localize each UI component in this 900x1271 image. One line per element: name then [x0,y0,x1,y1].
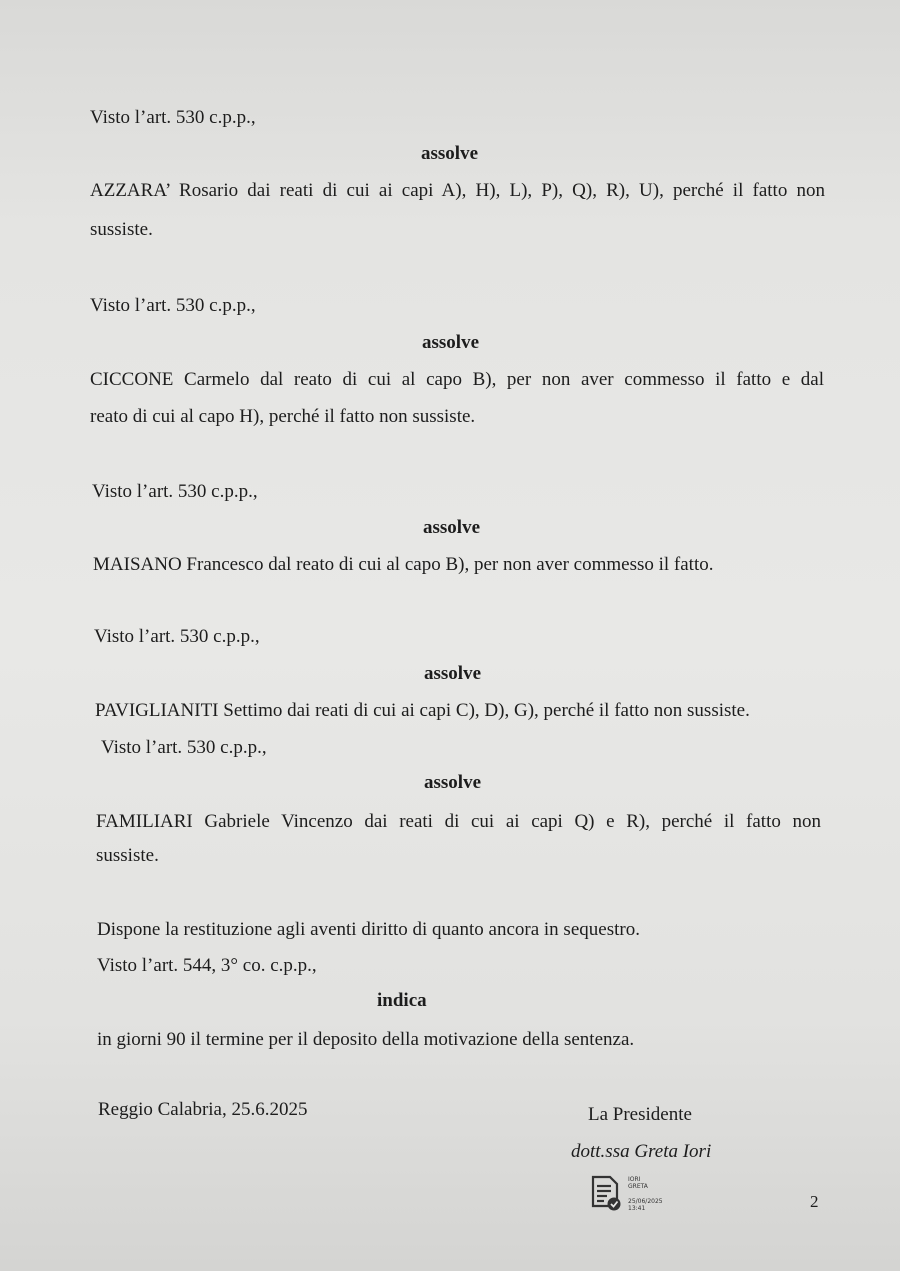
paragraph-line: MAISANO Francesco dal reato di cui al capo B), per non aver commesso il fatto. [93,554,714,575]
visto-line: Visto l’art. 530 c.p.p., [101,737,267,758]
verb-indica: indica [377,990,427,1011]
visto-line: Visto l’art. 530 c.p.p., [94,626,260,647]
place-date: Reggio Calabria, 25.6.2025 [98,1099,308,1120]
stamp-time: 13:41 [628,1205,646,1212]
visto-line: Visto l’art. 530 c.p.p., [90,295,256,316]
digital-signature-icon [590,1175,624,1213]
paragraph-line: reato di cui al capo H), perché il fatto non sussiste. [90,406,476,427]
stamp-name-2: GRETA [628,1183,648,1190]
paragraph-line: CICCONE Carmelo dal reato di cui al capo B), per non aver commesso il fatto e dal [90,369,824,390]
verb-assolve: assolve [424,663,481,684]
visto-line: Visto l’art. 530 c.p.p., [92,481,258,502]
signer-title: La Presidente [588,1104,692,1125]
verb-assolve: assolve [421,143,478,164]
dispone-line: Dispone la restituzione agli aventi diritto di quanto ancora in sequestro. [97,919,640,940]
stamp-name-1: IORI [628,1176,641,1183]
paragraph-line: PAVIGLIANITI Settimo dai reati di cui ai capi C), D), G), perché il fatto non sussiste. [95,700,750,721]
visto-544-line: Visto l’art. 544, 3° co. c.p.p., [97,955,317,976]
verb-assolve: assolve [422,332,479,353]
digital-signature-stamp [590,1175,680,1215]
stamp-date: 25/06/2025 [628,1198,663,1205]
page-number: 2 [810,1192,819,1211]
paragraph-line: sussiste. [90,219,153,240]
termine-line: in giorni 90 il termine per il deposito della motivazione della sentenza. [97,1029,635,1050]
verb-assolve: assolve [423,517,480,538]
paragraph-line: AZZARA’ Rosario dai reati di cui ai capi A), H), L), P), Q), R), U), perché il fatto non [90,180,825,201]
visto-line: Visto l’art. 530 c.p.p., [90,107,256,128]
signer-name: dott.ssa Greta Iori [571,1141,712,1162]
paragraph-line: FAMILIARI Gabriele Vincenzo dai reati di cui ai capi Q) e R), perché il fatto non [96,811,821,832]
paragraph-line: sussiste. [96,845,159,866]
verb-assolve: assolve [424,772,481,793]
